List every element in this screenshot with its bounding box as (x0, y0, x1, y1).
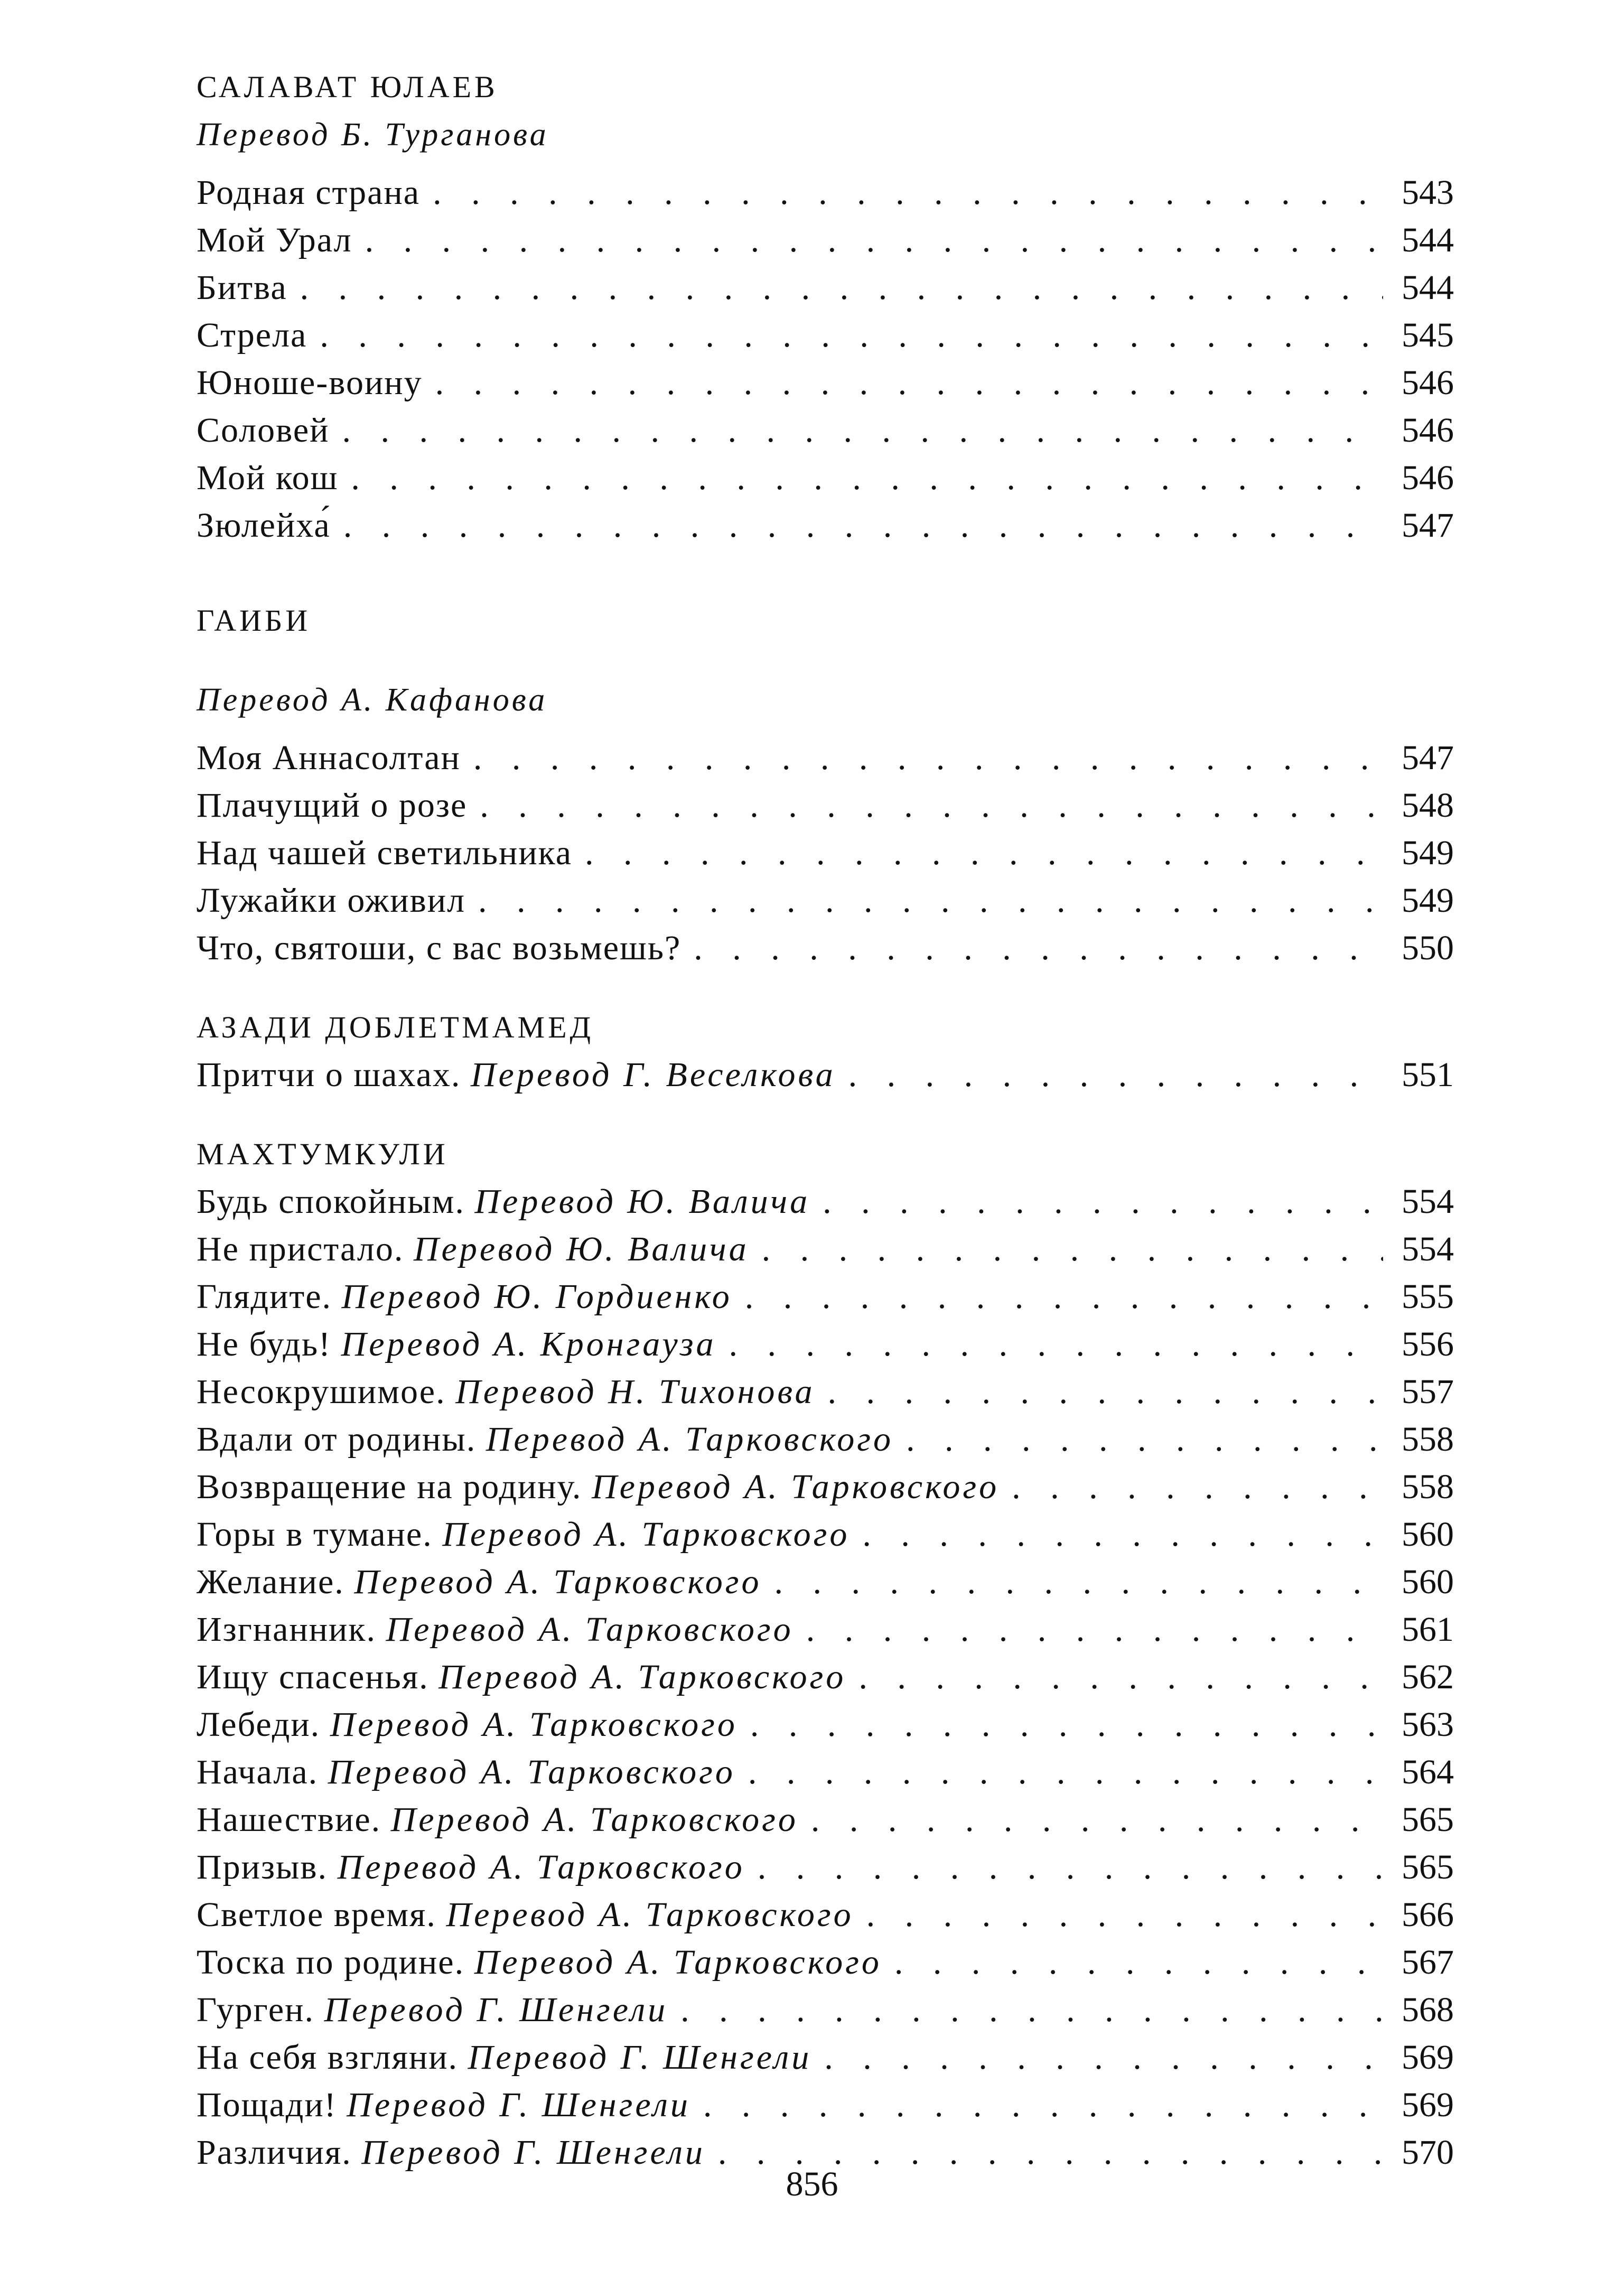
entry-title: Стрела (197, 316, 307, 354)
entry-title: Соловей (197, 411, 330, 450)
leader-dots (762, 1226, 1383, 1273)
entry-title: Тоска по родине. (197, 1943, 465, 1982)
entry-translator: Перевод А. Тарковского (486, 1420, 893, 1459)
entry-translator: Перевод Г. Шенгели (361, 2133, 705, 2172)
entry-title: Будь спокойным. (197, 1182, 465, 1221)
entry-title-group (197, 1939, 882, 1986)
entry-translator: Перевод Н. Тихонова (455, 1372, 815, 1411)
section-translator: Перевод А. Кафанова (197, 682, 548, 718)
toc-entry[interactable] (197, 1463, 1454, 1511)
toc-entry[interactable] (197, 1178, 1454, 1226)
entry-title-group (197, 2034, 811, 2081)
entry-translator: Перевод А. Тарковского (438, 1658, 846, 1696)
toc-section (197, 63, 1454, 549)
entry-title-group (197, 1178, 810, 1226)
entry-page: 546 (1402, 363, 1454, 402)
entry-title-group (197, 1558, 761, 1606)
entry-title: Плачущий о розе (197, 786, 468, 825)
section-author: МАХТУМКУЛИ (197, 1137, 449, 1171)
entry-page: 545 (1402, 316, 1454, 354)
entry-title: Лебеди. (197, 1705, 321, 1744)
table-of-contents (197, 63, 1454, 2176)
section-author: ГАИБИ (197, 603, 311, 638)
toc-entry[interactable] (197, 1701, 1454, 1749)
leader-dots (774, 1558, 1383, 1606)
entry-title-group (197, 1891, 854, 1939)
leader-dots (748, 1749, 1383, 1796)
entry-title: Над чашей светильника (197, 834, 573, 872)
toc-entry[interactable] (197, 1226, 1454, 1273)
entry-title-group (197, 1844, 745, 1891)
entry-translator: Перевод Г. Шенгели (468, 2038, 812, 2077)
toc-entry[interactable] (197, 1939, 1454, 1986)
toc-entry[interactable] (197, 1986, 1454, 2034)
toc-entry[interactable] (197, 1368, 1454, 1416)
toc-entry[interactable] (197, 359, 1454, 407)
entry-title-group (197, 1701, 738, 1749)
entry-page: 570 (1402, 2133, 1454, 2172)
entry-page: 546 (1402, 459, 1454, 497)
entry-title: Зюлейха́ (197, 506, 331, 545)
entry-title: Не будь! (197, 1325, 332, 1363)
leader-dots (694, 924, 1383, 972)
entry-translator: Перевод А. Тарковского (591, 1468, 1000, 1506)
entry-title: Желание. (197, 1563, 344, 1601)
leader-dots (300, 264, 1383, 312)
entry-title: Возвращение на родину. (197, 1468, 582, 1506)
toc-entry[interactable] (197, 502, 1454, 549)
entry-translator: Перевод А. Тарковского (354, 1563, 762, 1601)
leader-dots (811, 1796, 1383, 1844)
entry-translator: Перевод А. Тарковского (386, 1610, 794, 1649)
toc-entry[interactable] (197, 1749, 1454, 1796)
page-number: 856 (786, 2165, 838, 2203)
toc-entry[interactable] (197, 1051, 1454, 1099)
entry-translator: Перевод А. Тарковского (474, 1943, 882, 1982)
section-translator: Перевод Б. Турганова (197, 117, 549, 153)
toc-section (197, 597, 1454, 972)
entry-page: 567 (1402, 1943, 1454, 1982)
entry-translator: Перевод А. Тарковского (337, 1848, 745, 1886)
leader-dots (729, 1321, 1383, 1368)
toc-entry[interactable] (197, 169, 1454, 217)
entry-page: 554 (1402, 1230, 1454, 1268)
entry-translator: Перевод А. Тарковского (442, 1515, 850, 1554)
leader-dots (703, 2081, 1383, 2129)
entry-title: Изгнанник. (197, 1610, 376, 1649)
entry-page: 560 (1402, 1515, 1454, 1554)
entry-page: 556 (1402, 1325, 1454, 1363)
leader-dots (473, 734, 1383, 782)
entry-page: 569 (1402, 2086, 1454, 2124)
leader-dots (351, 454, 1383, 502)
toc-entry[interactable] (197, 264, 1454, 312)
entry-title: Лужайки оживил (197, 881, 466, 920)
entry-translator: Перевод А. Тарковского (330, 1705, 738, 1744)
leader-dots (433, 169, 1383, 217)
entry-page: 565 (1402, 1848, 1454, 1886)
entry-page: 566 (1402, 1895, 1454, 1934)
entry-title: Ищу спасенья. (197, 1658, 429, 1696)
leader-dots (894, 1939, 1383, 1986)
entry-page: 544 (1402, 268, 1454, 307)
leader-dots (862, 1511, 1383, 1558)
leader-dots (435, 359, 1383, 407)
toc-section (197, 1004, 1454, 1099)
entry-translator: Перевод Г. Веселкова (470, 1055, 836, 1094)
entry-translator: Перевод Ю. Валича (413, 1230, 749, 1268)
entry-page: 558 (1402, 1468, 1454, 1506)
entry-title: Начала. (197, 1753, 319, 1791)
entry-title: Несокрушимое. (197, 1372, 446, 1411)
entry-title-group (197, 1368, 815, 1416)
toc-entry[interactable] (197, 2081, 1454, 2129)
entry-page: 551 (1402, 1055, 1454, 1094)
entry-title: Вдали от родины. (197, 1420, 477, 1459)
toc-entry[interactable] (197, 1796, 1454, 1844)
entry-page: 546 (1402, 411, 1454, 450)
entry-title: Что, святоши, с вас возьмешь? (197, 929, 682, 967)
leader-dots (906, 1416, 1383, 1463)
leader-dots (680, 1986, 1383, 2034)
toc-entry[interactable] (197, 877, 1454, 924)
toc-entry[interactable] (197, 1606, 1454, 1653)
toc-entry[interactable] (197, 1653, 1454, 1701)
entry-translator: Перевод А. Тарковского (446, 1895, 854, 1934)
entry-title-group (197, 2081, 690, 2129)
entry-title-group (197, 1986, 668, 2034)
leader-dots (320, 312, 1383, 359)
leader-dots (1012, 1463, 1383, 1511)
entry-translator: Перевод Г. Шенгели (324, 1991, 668, 2029)
toc-entry[interactable] (197, 217, 1454, 264)
leader-dots (478, 877, 1383, 924)
toc-entry[interactable] (197, 1321, 1454, 1368)
toc-entry[interactable] (197, 312, 1454, 359)
entry-title-group (197, 1226, 749, 1273)
leader-dots (365, 217, 1383, 264)
entry-page: 562 (1402, 1658, 1454, 1696)
toc-entry[interactable] (197, 1416, 1454, 1463)
toc-entry[interactable] (197, 454, 1454, 502)
entry-title: Различия. (197, 2133, 352, 2172)
entry-page: 554 (1402, 1182, 1454, 1221)
entry-title: Пощади! (197, 2086, 337, 2124)
leader-dots (824, 2034, 1383, 2081)
entry-translator: Перевод Г. Шенгели (347, 2086, 690, 2124)
toc-section (197, 1130, 1454, 2176)
toc-entry[interactable] (197, 829, 1454, 877)
entry-title: Моя Аннасолтан (197, 739, 461, 777)
toc-entry[interactable] (197, 1558, 1454, 1606)
entry-title: Родная страна (197, 173, 421, 212)
leader-dots (343, 502, 1383, 549)
section-author: САЛАВАТ ЮЛАЕВ (197, 70, 498, 104)
toc-entry[interactable] (197, 1891, 1454, 1939)
entry-title-group (197, 1653, 846, 1701)
entry-translator: Перевод А. Тарковского (390, 1800, 798, 1839)
entry-page: 558 (1402, 1420, 1454, 1459)
entry-title-group (197, 1463, 999, 1511)
entry-page: 547 (1402, 506, 1454, 545)
toc-entry[interactable] (197, 2034, 1454, 2081)
toc-entry[interactable] (197, 1273, 1454, 1321)
entry-title: Нашествие. (197, 1800, 381, 1839)
entry-title: Юноше-воину (197, 363, 423, 402)
toc-entry[interactable] (197, 1511, 1454, 1558)
toc-entry[interactable] (197, 1844, 1454, 1891)
leader-dots (848, 1051, 1383, 1099)
entry-translator: Перевод А. Кронгауза (341, 1325, 716, 1363)
entry-title: Светлое время. (197, 1895, 436, 1934)
entry-title: Призыв. (197, 1848, 328, 1886)
entry-title-group (197, 1749, 735, 1796)
entry-title: На себя взгляни. (197, 2038, 459, 2077)
entry-page: 549 (1402, 834, 1454, 872)
entry-page: 543 (1402, 173, 1454, 212)
entry-title: Битва (197, 268, 287, 307)
toc-entry[interactable] (197, 734, 1454, 782)
leader-dots (758, 1844, 1383, 1891)
entry-translator: Перевод Ю. Валича (474, 1182, 810, 1221)
entry-title: Горы в тумане. (197, 1515, 433, 1554)
entry-title-group (197, 1606, 794, 1653)
leader-dots (828, 1368, 1383, 1416)
toc-entry[interactable] (197, 407, 1454, 454)
leader-dots (806, 1606, 1383, 1653)
entry-page: 569 (1402, 2038, 1454, 2077)
entry-page: 560 (1402, 1563, 1454, 1601)
entry-title: Мой Урал (197, 221, 352, 259)
entry-page: 564 (1402, 1753, 1454, 1791)
entry-page: 550 (1402, 929, 1454, 967)
entry-page: 563 (1402, 1705, 1454, 1744)
leader-dots (750, 1701, 1383, 1749)
entry-page: 555 (1402, 1277, 1454, 1316)
leader-dots (745, 1273, 1383, 1321)
entry-page: 568 (1402, 1991, 1454, 2029)
entry-page: 548 (1402, 786, 1454, 825)
leader-dots (858, 1653, 1383, 1701)
entry-title: Гурген. (197, 1991, 314, 2029)
entry-page: 544 (1402, 221, 1454, 259)
entry-translator: Перевод Ю. Гордиенко (341, 1277, 732, 1316)
entry-page: 557 (1402, 1372, 1454, 1411)
entry-title-group (197, 1321, 716, 1368)
entry-title-group (197, 1511, 850, 1558)
entry-title-group (197, 1051, 836, 1099)
leader-dots (342, 407, 1383, 454)
toc-entry[interactable] (197, 782, 1454, 829)
entry-title-group (197, 1273, 732, 1321)
entry-title: Не пристало. (197, 1230, 404, 1268)
entry-page: 561 (1402, 1610, 1454, 1649)
entry-title-group (197, 1796, 798, 1844)
entry-title: Притчи о шахах. (197, 1055, 461, 1094)
leader-dots (480, 782, 1383, 829)
entry-page: 549 (1402, 881, 1454, 920)
leader-dots (585, 829, 1383, 877)
entry-title: Мой кош (197, 459, 339, 497)
entry-title: Глядите. (197, 1277, 332, 1316)
section-author: АЗАДИ ДОБЛЕТМАМЕД (197, 1010, 594, 1044)
toc-entry[interactable] (197, 924, 1454, 972)
entry-page: 547 (1402, 739, 1454, 777)
leader-dots (823, 1178, 1383, 1226)
leader-dots (866, 1891, 1383, 1939)
entry-title-group (197, 1416, 893, 1463)
entry-translator: Перевод А. Тарковского (328, 1753, 735, 1791)
entry-page: 565 (1402, 1800, 1454, 1839)
